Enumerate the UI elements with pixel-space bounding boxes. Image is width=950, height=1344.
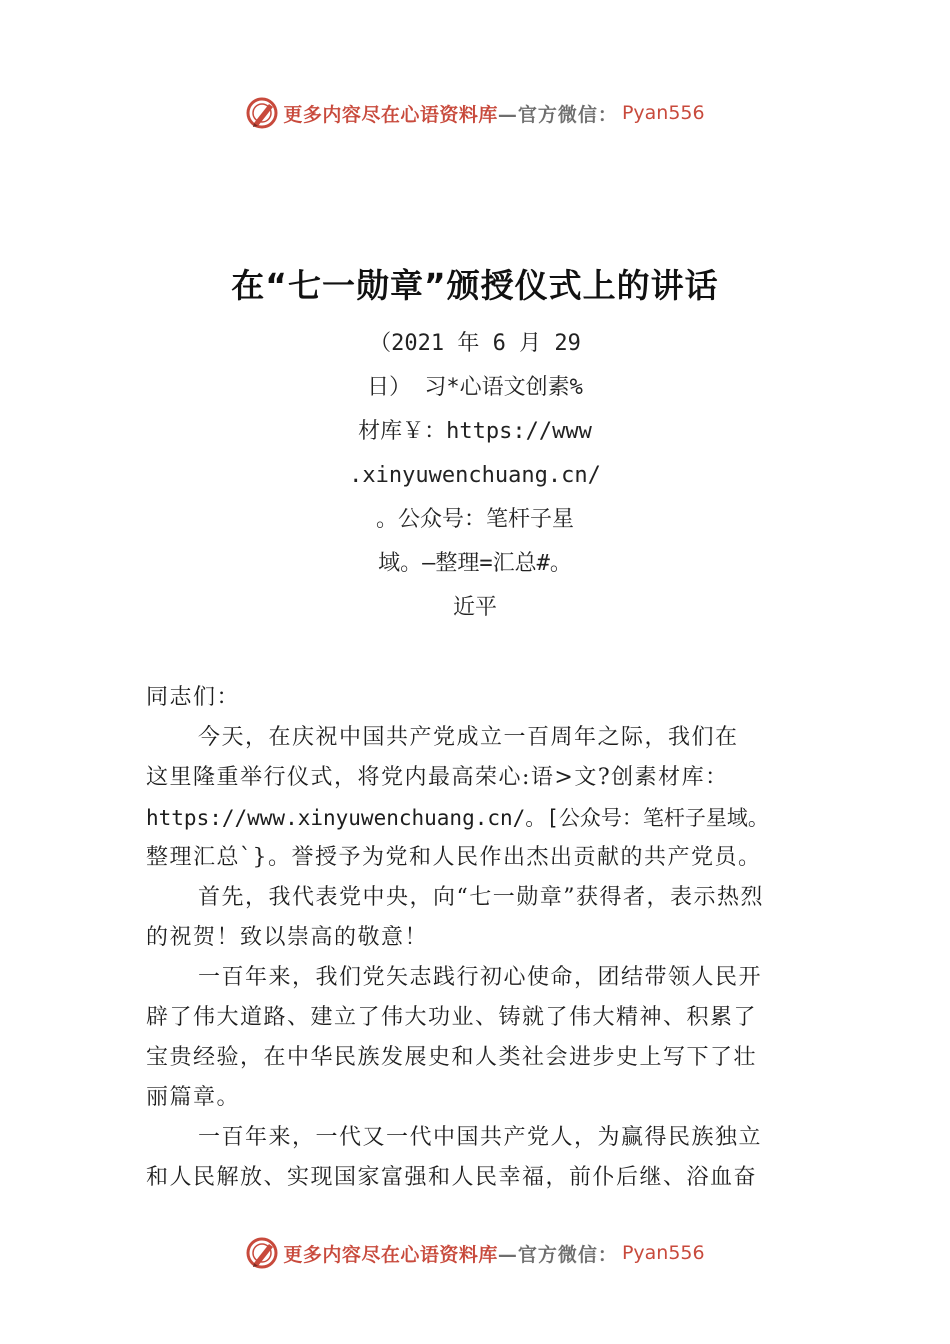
banner-wechat-id: Pyan556: [621, 1242, 705, 1264]
paragraph-line: https://www.xinyuwenchuang.cn/。[公众号：笔杆子星域。: [146, 806, 769, 830]
salutation: 同志们：: [146, 685, 241, 710]
paragraph-line: 这里隆重举行仪式，将党内最高荣心:语>文?创素材库：: [146, 765, 729, 790]
paragraph-line: 宝贵经验，在中华民族发展史和人类社会进步史上写下了壮: [146, 1045, 758, 1070]
subtitle-line: 近平: [452, 595, 497, 620]
paragraph-line: 今天，在庆祝中国共产党成立一百周年之际，我们在: [198, 725, 739, 750]
pen-logo-icon: [245, 1236, 279, 1270]
subtitle-line: .xinyuwenchuang.cn/: [349, 463, 601, 488]
footer-banner: [0, 1233, 950, 1273]
paragraph-line: 一百年来，一代又一代中国共产党人，为赢得民族独立: [198, 1125, 763, 1150]
paragraph-line: 整理汇总`}。誉授予为党和人民作出杰出贡献的共产党员。: [146, 845, 762, 870]
subtitle-line: 域。—整理=汇总#。: [378, 551, 572, 576]
paragraph-line: 一百年来，我们党矢志践行初心使命，团结带领人民开: [198, 965, 763, 990]
banner-text: 更多内容尽在心语资料库: [283, 103, 498, 126]
document-title: 在“七一勋章”颁授仪式上的讲话: [231, 266, 719, 305]
paragraph-line: 和人民解放、实现国家富强和人民幸福，前仆后继、浴血奋: [146, 1165, 758, 1190]
subtitle-line: 日） 习*心语文创素%: [367, 375, 583, 400]
paragraph-line: 的祝贺！致以崇高的敬意！: [146, 925, 429, 950]
paragraph-line: 辟了伟大道路、建立了伟大功业、铸就了伟大精神、积累了: [146, 1005, 758, 1030]
subtitle-line: 。公众号：笔杆子星: [375, 507, 574, 532]
banner-text: 更多内容尽在心语资料库: [283, 1243, 498, 1266]
banner-wechat-id: Pyan556: [621, 102, 705, 124]
paragraph-line: 丽篇章。: [146, 1085, 241, 1110]
header-banner: [0, 93, 950, 133]
pen-logo-icon: [245, 96, 279, 130]
speech-body: [146, 678, 811, 1198]
subtitle-line: 材库￥：https://www: [358, 419, 592, 444]
banner-wechat-label: —官方微信：: [497, 103, 618, 126]
paragraph-line: 首先，我代表党中央，向“七一勋章”获得者，表示热烈: [198, 885, 764, 910]
subtitle-line: （2021 年 6 月 29: [369, 331, 581, 356]
subtitle-block: [0, 322, 950, 630]
banner-wechat-label: —官方微信：: [497, 1243, 618, 1266]
